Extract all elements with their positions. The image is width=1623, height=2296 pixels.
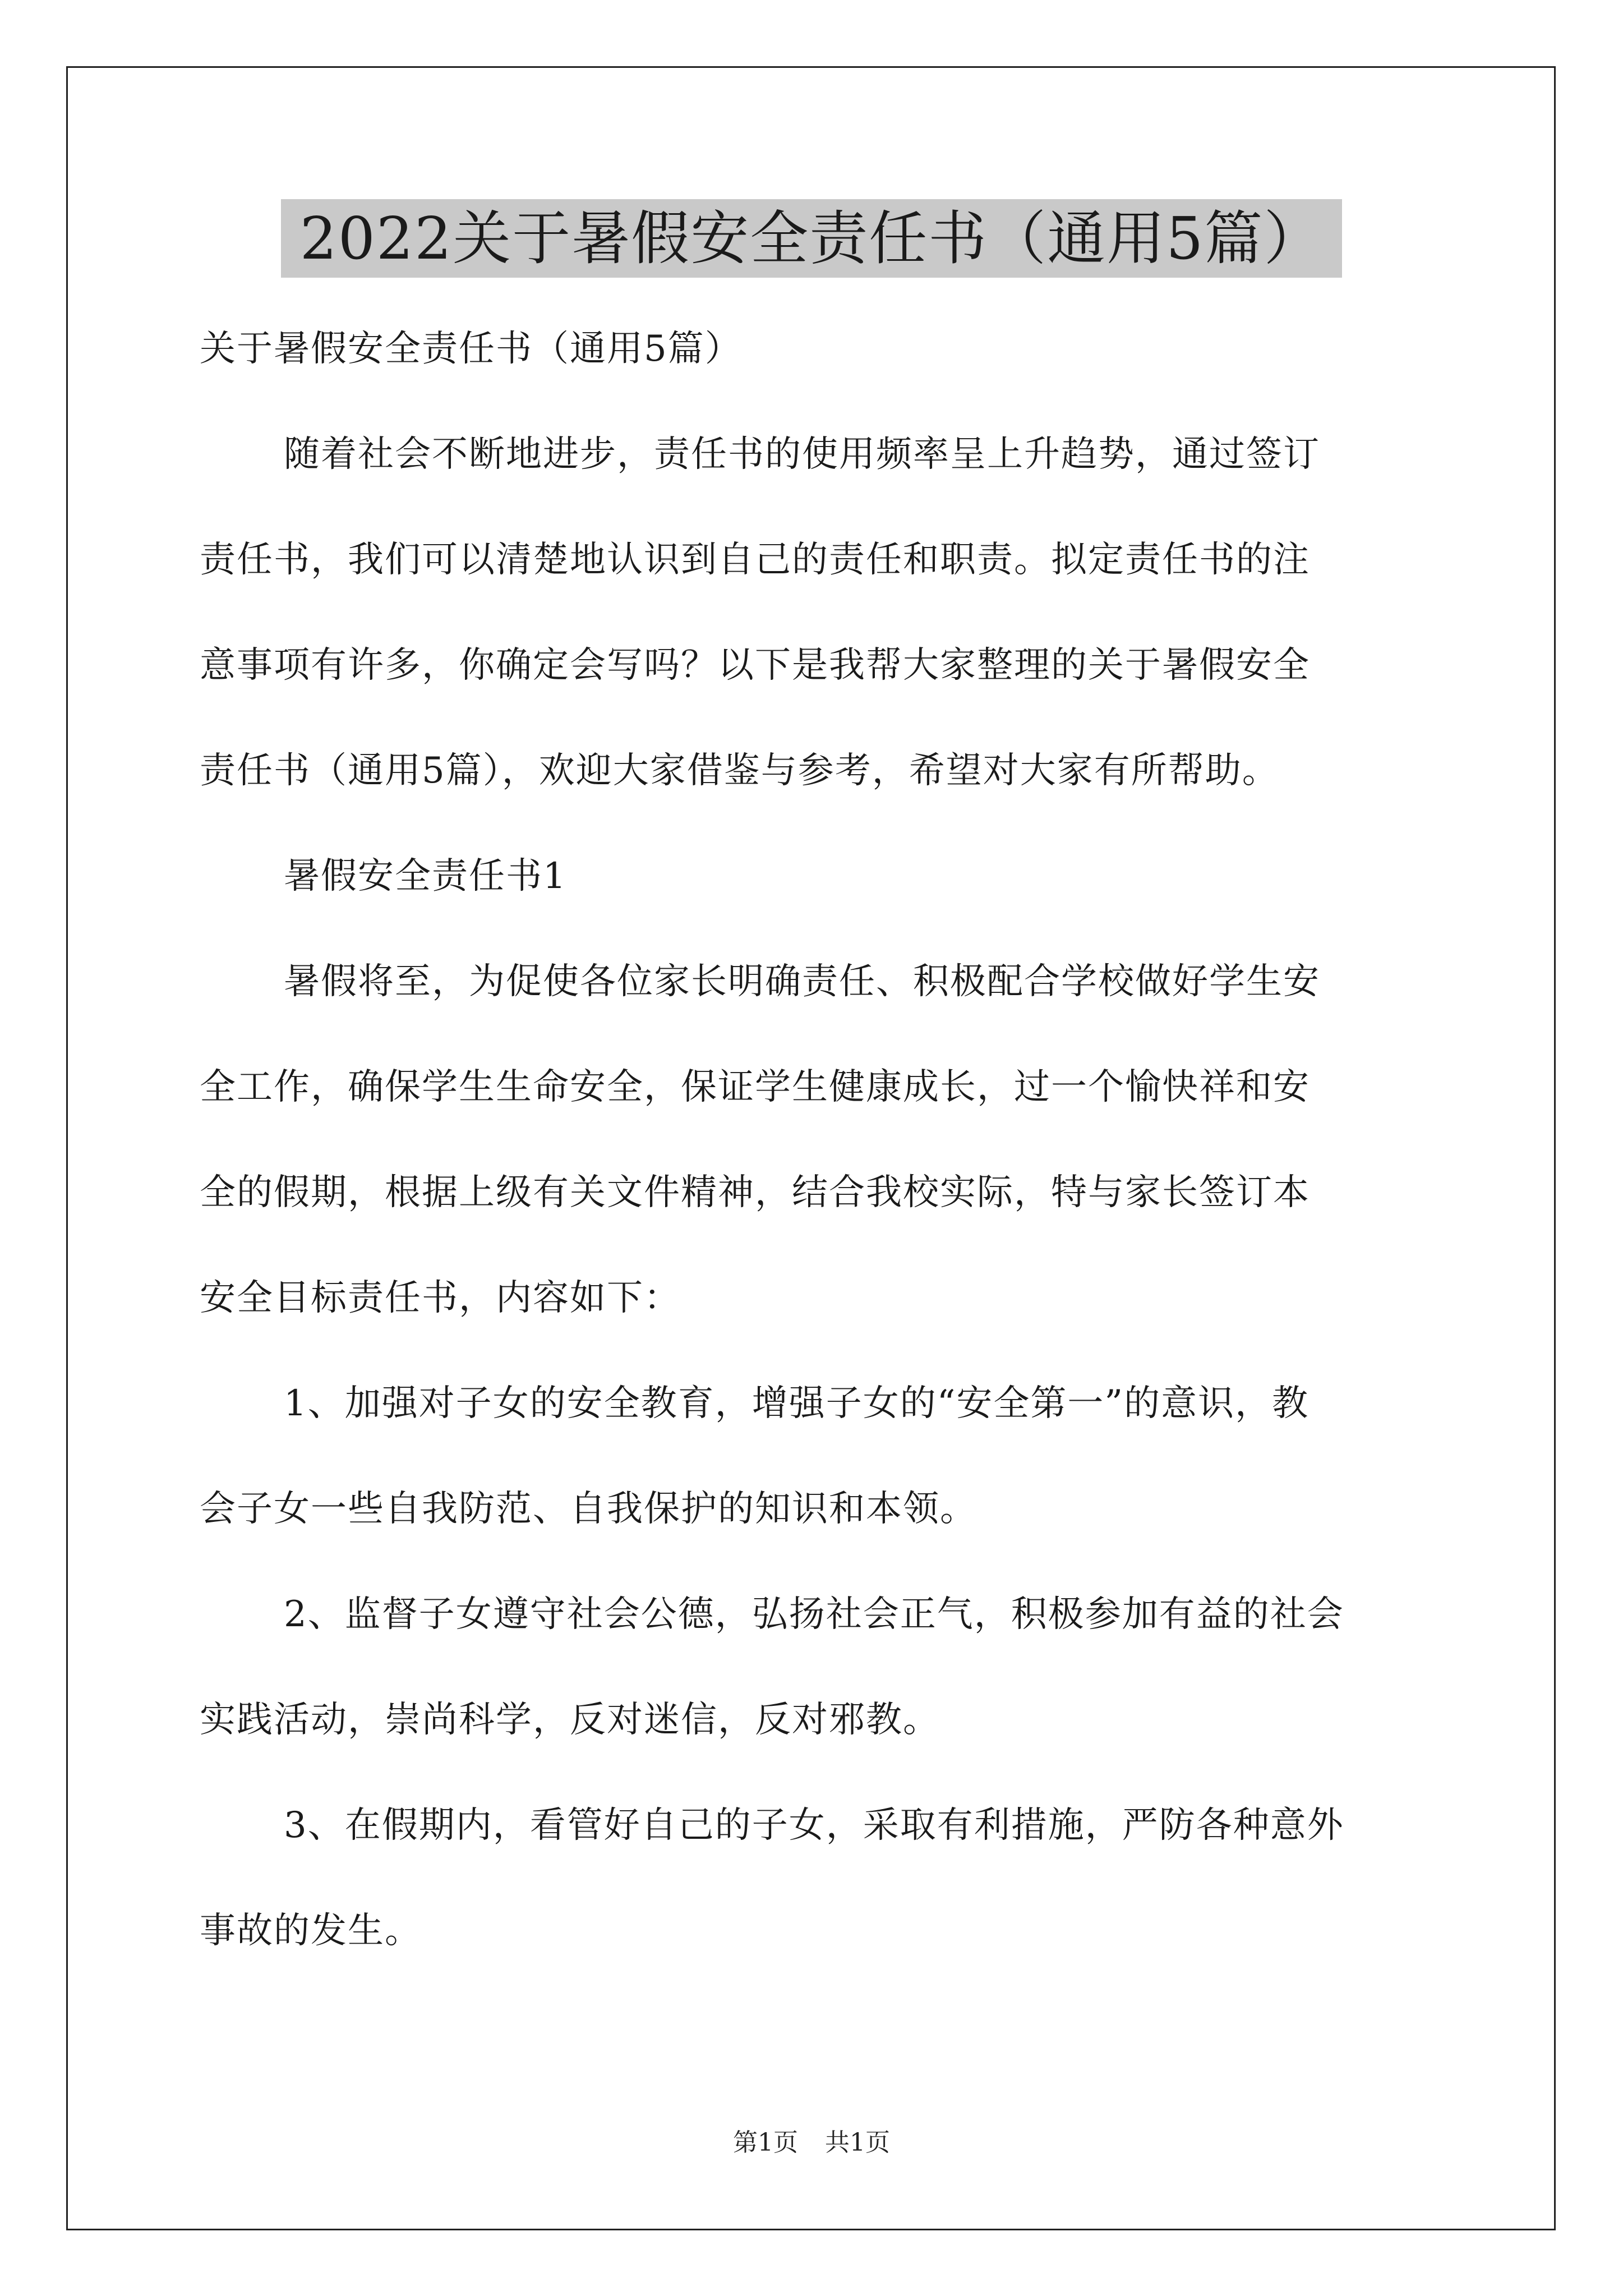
body-line: 责任书（通用5篇），欢迎大家借鉴与参考，希望对大家有所帮助。 — [200, 750, 1279, 792]
document-body — [200, 296, 1422, 1984]
body-line: 意事项有许多，你确定会写吗？以下是我帮大家整理的关于暑假安全 — [200, 645, 1310, 686]
body-line: 责任书，我们可以清楚地认识到自己的责任和职责。拟定责任书的注 — [200, 539, 1310, 581]
list-item-line: 会子女一些自我防范、自我保护的知识和本领。 — [200, 1488, 977, 1530]
section-heading: 暑假安全责任书1 — [284, 855, 567, 897]
body-line: 全工作，确保学生生命安全，保证学生健康成长，过一个愉快祥和安 — [200, 1066, 1310, 1108]
body-line: 全的假期，根据上级有关文件精神，结合我校实际，特与家长签订本 — [200, 1172, 1310, 1213]
list-item-line: 2、监督子女遵守社会公德，弘扬社会正气，积极参加有益的社会 — [284, 1594, 1344, 1635]
page-number-current: 第1页 — [733, 2128, 798, 2157]
page-number-total: 共1页 — [825, 2128, 890, 2157]
page-footer — [0, 2126, 1623, 2160]
body-line: 关于暑假安全责任书（通用5篇） — [200, 328, 742, 370]
list-item-line: 1、加强对子女的安全教育，增强子女的“安全第一”的意识，教 — [284, 1383, 1310, 1424]
list-item-line: 3、在假期内，看管好自己的子女，采取有利措施，严防各种意外 — [284, 1805, 1344, 1846]
list-item-line: 实践活动，崇尚科学，反对迷信，反对邪教。 — [200, 1699, 940, 1741]
document-title: 2022关于暑假安全责任书（通用5篇） — [281, 199, 1343, 278]
body-line: 安全目标责任书，内容如下： — [200, 1277, 681, 1319]
title-container — [0, 199, 1623, 278]
body-line: 随着社会不断地进步，责任书的使用频率呈上升趋势，通过签订 — [284, 434, 1320, 475]
list-item-line: 事故的发生。 — [200, 1910, 422, 1952]
body-line: 暑假将至，为促使各位家长明确责任、积极配合学校做好学生安 — [284, 961, 1320, 1002]
